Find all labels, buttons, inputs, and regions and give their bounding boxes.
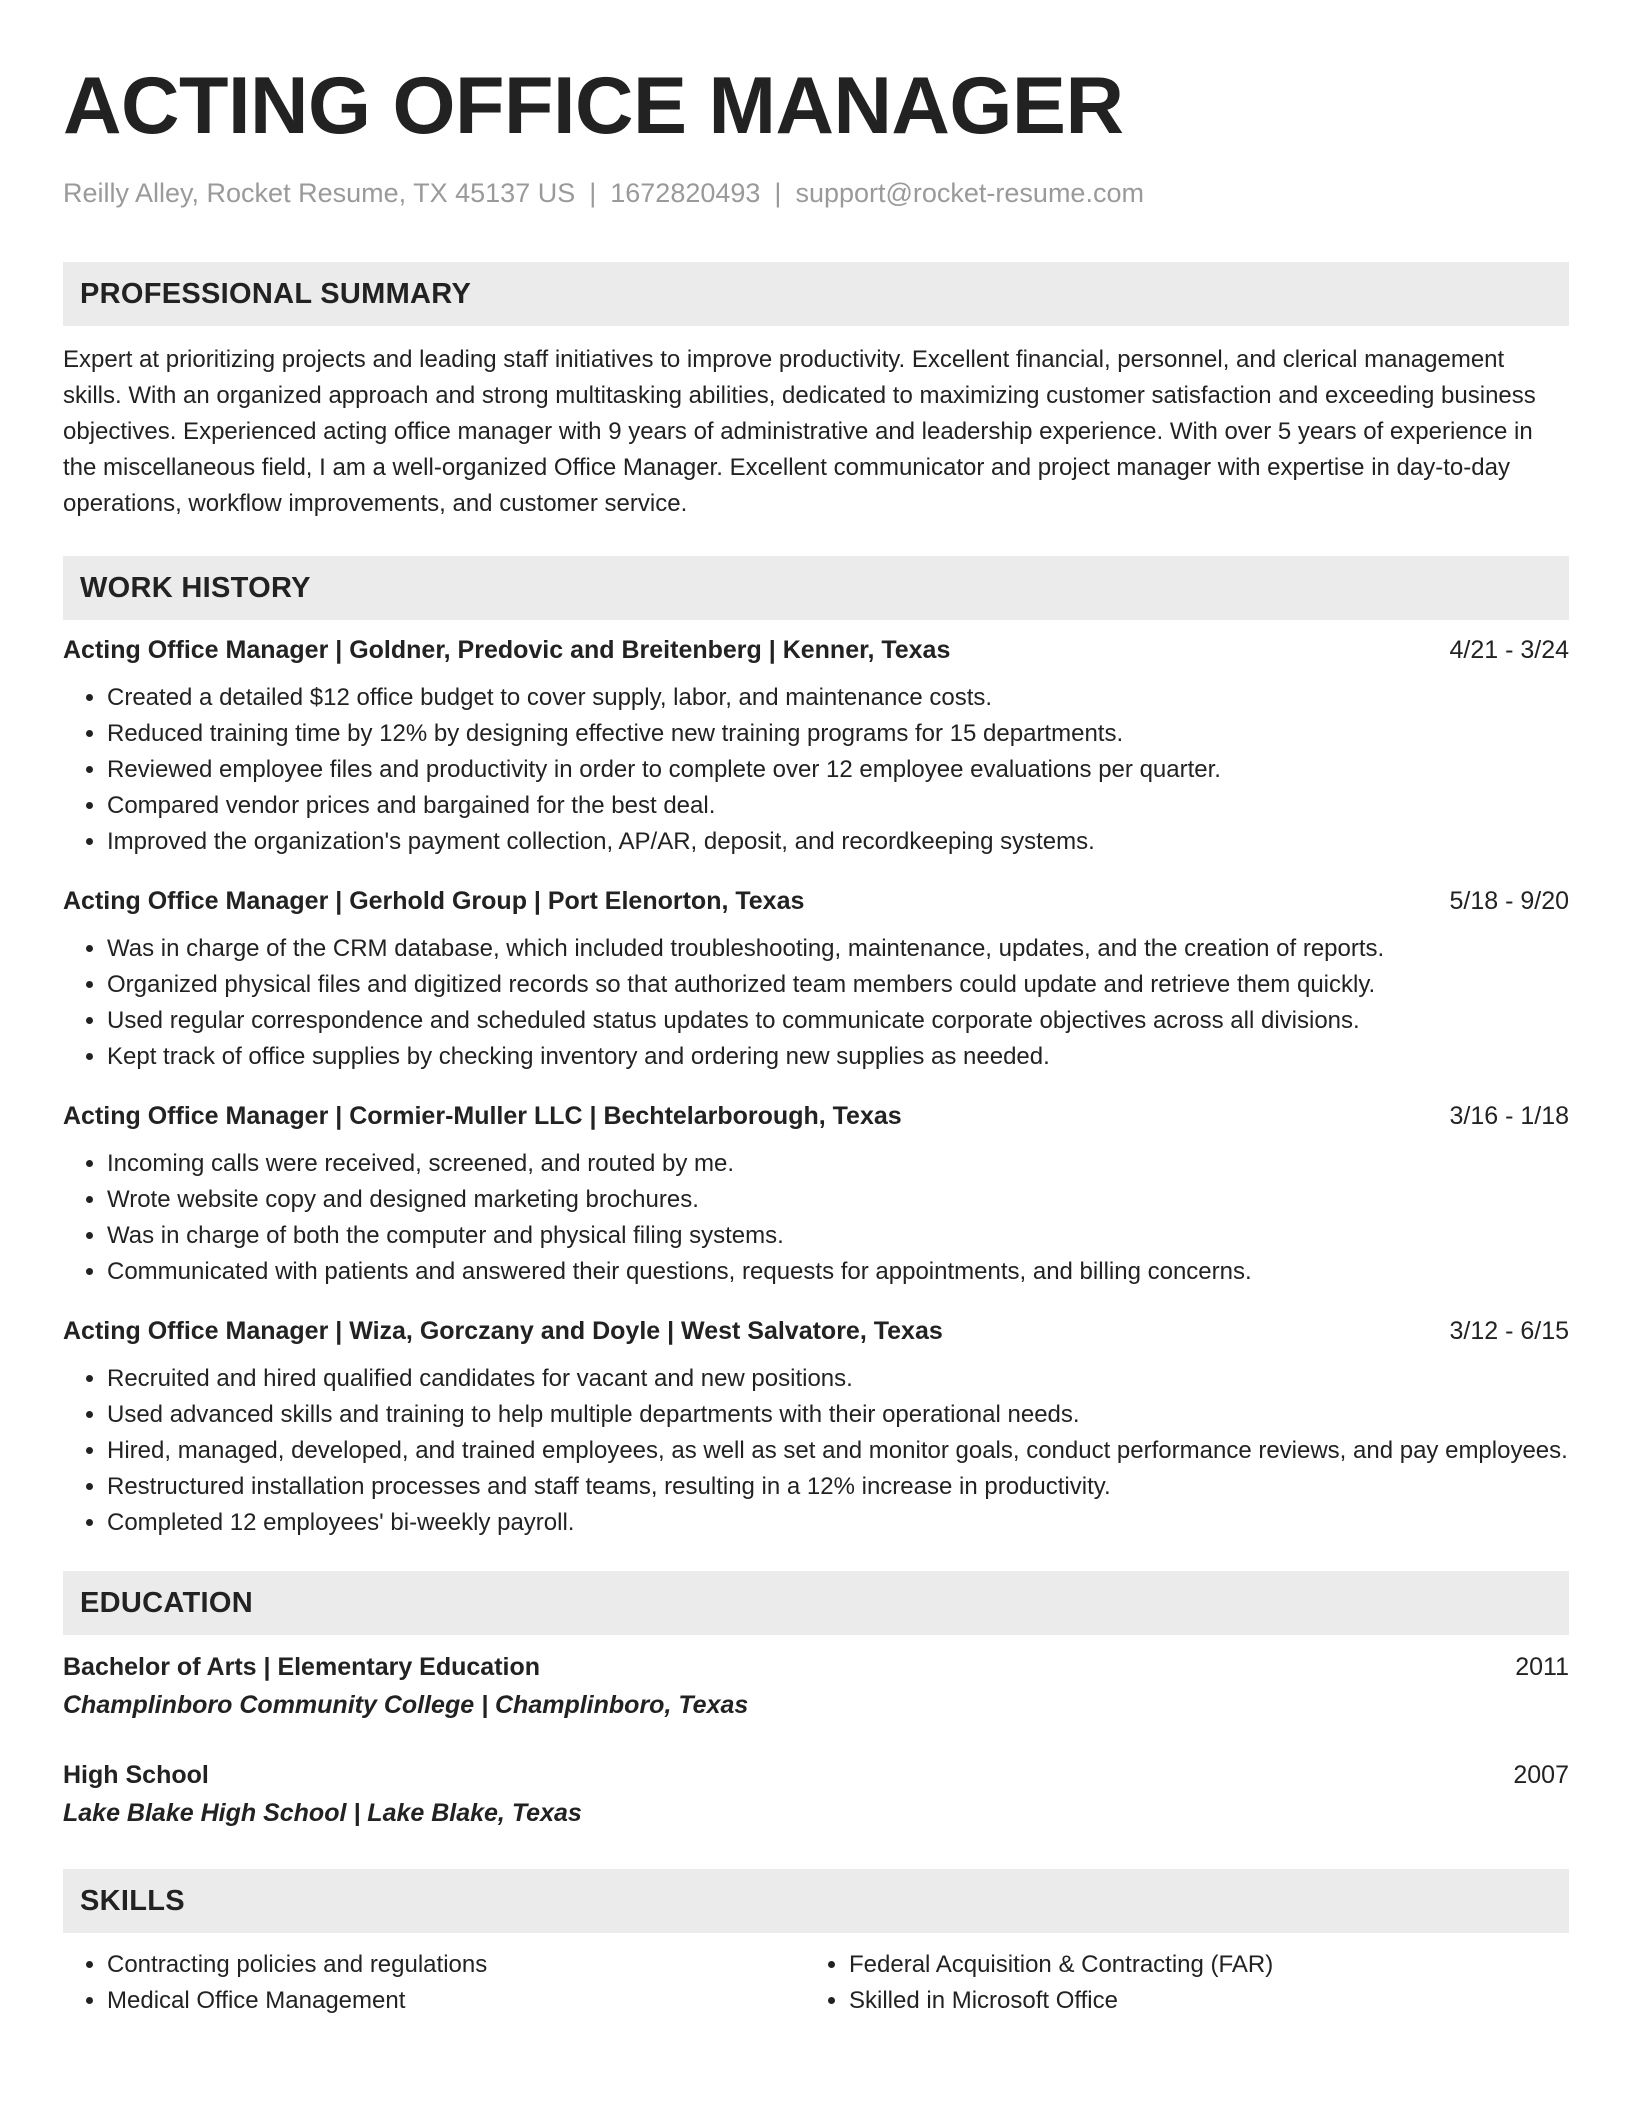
education-degree: Bachelor of Arts | Elementary Education bbox=[63, 1653, 541, 1681]
job-title: Acting Office Manager | Gerhold Group | Port Elenorton, Texas bbox=[63, 887, 805, 915]
section-header-summary: PROFESSIONAL SUMMARY bbox=[63, 262, 1569, 326]
job-bullet: • Created a detailed $12 office budget to cover supply, labor, and maintenance costs. bbox=[107, 680, 1569, 716]
job-bullet: • Completed 12 employees' bi-weekly payroll. bbox=[107, 1505, 1569, 1541]
job-header bbox=[63, 1098, 1569, 1134]
skills-grid bbox=[63, 1947, 1569, 2019]
job-bullet: • Organized physical files and digitized records so that authorized team members could update and retrieve them quickly. bbox=[107, 967, 1569, 1003]
job-bullet: • Wrote website copy and designed marketing brochures. bbox=[107, 1182, 1569, 1218]
skill-item: • Medical Office Management bbox=[107, 1983, 805, 2019]
job-title: Acting Office Manager | Cormier-Muller LLC | Bechtelarborough, Texas bbox=[63, 1102, 902, 1130]
job-bullet: • Recruited and hired qualified candidates for vacant and new positions. bbox=[107, 1361, 1569, 1397]
contact-email: support@rocket-resume.com bbox=[795, 178, 1144, 208]
job-bullet: • Reduced training time by 12% by designing effective new training programs for 15 departments. bbox=[107, 716, 1569, 752]
job-bullets bbox=[63, 1361, 1569, 1541]
contact-separator: | bbox=[774, 178, 782, 208]
education-degree: High School bbox=[63, 1761, 209, 1789]
job-entry bbox=[63, 883, 1569, 1075]
education-year: 2007 bbox=[1513, 1761, 1569, 1789]
job-header bbox=[63, 1313, 1569, 1349]
resume-title: ACTING OFFICE MANAGER bbox=[63, 61, 1124, 151]
skills-column-right bbox=[805, 1947, 1547, 2019]
education-school: Champlinboro Community College | Champlinboro, Texas bbox=[63, 1691, 749, 1719]
job-header bbox=[63, 883, 1569, 919]
skill-item: • Federal Acquisition & Contracting (FAR) bbox=[849, 1947, 1547, 1983]
education-header bbox=[63, 1649, 1569, 1685]
job-dates: 3/16 - 1/18 bbox=[1449, 1102, 1569, 1130]
section-header-skills: SKILLS bbox=[63, 1869, 1569, 1933]
education-entry bbox=[63, 1649, 1569, 1723]
contact-separator: | bbox=[589, 178, 597, 208]
job-bullet: • Compared vendor prices and bargained for the best deal. bbox=[107, 788, 1569, 824]
job-entry bbox=[63, 1313, 1569, 1541]
section-header-work-history: WORK HISTORY bbox=[63, 556, 1569, 620]
contact-line bbox=[63, 176, 1569, 210]
job-bullet: • Used advanced skills and training to help multiple departments with their operational needs. bbox=[107, 1397, 1569, 1433]
job-dates: 3/12 - 6/15 bbox=[1449, 1317, 1569, 1345]
job-bullets bbox=[63, 1146, 1569, 1290]
job-bullets bbox=[63, 680, 1569, 860]
contact-address: Reilly Alley, Rocket Resume, TX 45137 US bbox=[63, 178, 576, 208]
section-header-education: EDUCATION bbox=[63, 1571, 1569, 1635]
education-school: Lake Blake High School | Lake Blake, Texas bbox=[63, 1799, 582, 1827]
skill-item: • Skilled in Microsoft Office bbox=[849, 1983, 1547, 2019]
job-bullet: • Improved the organization's payment collection, AP/AR, deposit, and recordkeeping systems. bbox=[107, 824, 1569, 860]
job-title: Acting Office Manager | Goldner, Predovic and Breitenberg | Kenner, Texas bbox=[63, 636, 951, 664]
job-bullet: • Communicated with patients and answered their questions, requests for appointments, and billing concerns. bbox=[107, 1254, 1569, 1290]
skills-column-left bbox=[63, 1947, 805, 2019]
job-dates: 4/21 - 3/24 bbox=[1449, 636, 1569, 664]
job-bullet: • Was in charge of the CRM database, which included troubleshooting, maintenance, updates, and the creation of reports. bbox=[107, 931, 1569, 967]
job-bullet: • Incoming calls were received, screened, and routed by me. bbox=[107, 1146, 1569, 1182]
contact-phone: 1672820493 bbox=[610, 178, 761, 208]
skill-item: • Contracting policies and regulations bbox=[107, 1947, 805, 1983]
education-header bbox=[63, 1757, 1569, 1793]
job-bullet: • Used regular correspondence and scheduled status updates to communicate corporate objectives across all divisions. bbox=[107, 1003, 1569, 1039]
job-dates: 5/18 - 9/20 bbox=[1449, 887, 1569, 915]
job-title: Acting Office Manager | Wiza, Gorczany and Doyle | West Salvatore, Texas bbox=[63, 1317, 943, 1345]
education-entry bbox=[63, 1757, 1569, 1831]
job-bullets bbox=[63, 931, 1569, 1075]
job-bullet: • Reviewed employee files and productivity in order to complete over 12 employee evaluations per quarter. bbox=[107, 752, 1569, 788]
job-bullet: • Restructured installation processes and staff teams, resulting in a 12% increase in productivity. bbox=[107, 1469, 1569, 1505]
job-bullet: • Kept track of office supplies by checking inventory and ordering new supplies as needed. bbox=[107, 1039, 1569, 1075]
job-entry bbox=[63, 1098, 1569, 1290]
job-bullet: • Was in charge of both the computer and physical filing systems. bbox=[107, 1218, 1569, 1254]
summary-text: Expert at prioritizing projects and leading staff initiatives to improve productivity. Excellent financial, personnel, and clerical management skills. With an organized approach and strong multitasking abilities, dedicated to maximizing customer satisfaction and exceeding business objectives. Experienced acting office manager with 9 years of administrative and leadership experience. With over 5 years of experience in the miscellaneous field, I am a well-organized Office Manager. Excellent communicator and project manager with expertise in day-to-day operations, workflow improvements, and customer service. bbox=[63, 346, 1536, 517]
job-header bbox=[63, 632, 1569, 668]
job-bullet: • Hired, managed, developed, and trained employees, as well as set and monitor goals, conduct performance reviews, and pay employees. bbox=[107, 1433, 1569, 1469]
job-entry bbox=[63, 632, 1569, 860]
education-year: 2011 bbox=[1515, 1653, 1569, 1681]
